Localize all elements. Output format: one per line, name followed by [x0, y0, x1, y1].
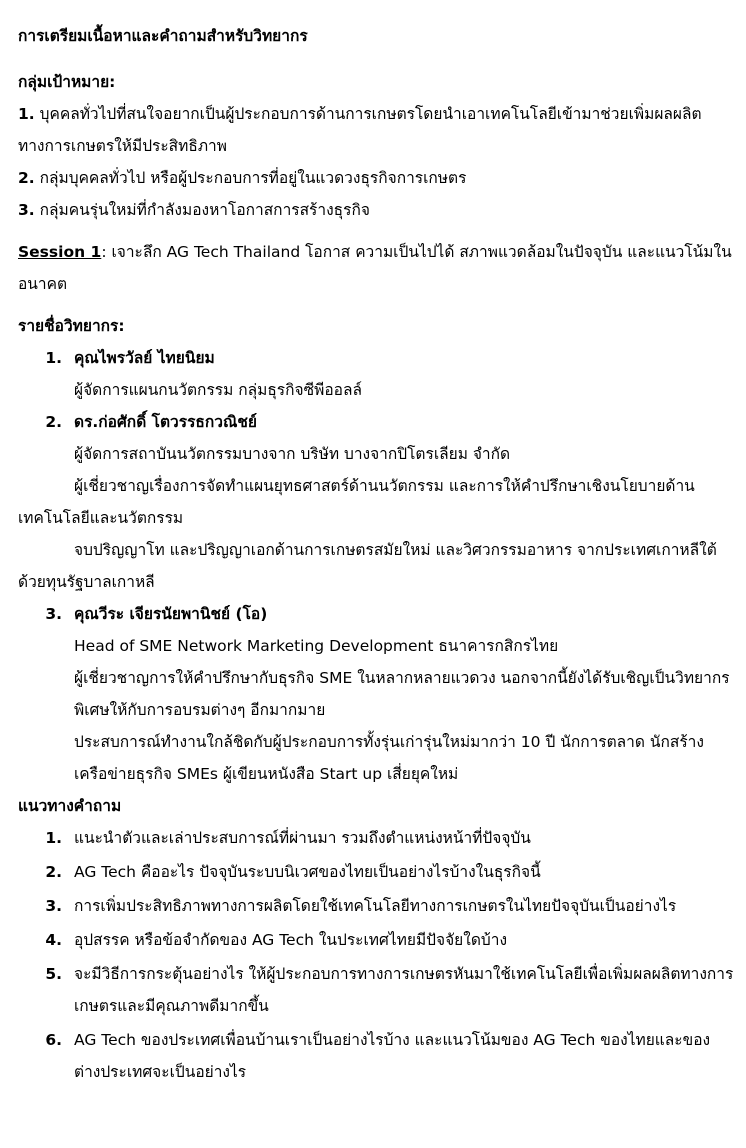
question-num: 4.: [45, 931, 62, 949]
speaker-detail: ผู้เชี่ยวชาญเรื่องการจัดทำแผนยุทธศาสตร์ด้านนวัตกรรม และการให้คำปรึกษาเชิงนโยบายด้านเทคโนโลยีและนวัตกรรม: [18, 477, 695, 527]
speaker-name: คุณไพรวัลย์ ไทยนิยม: [74, 349, 215, 367]
question-text: AG Tech คืออะไร ปัจจุบันระบบนิเวศของไทยเป็นอย่างไรบ้างในธุรกิจนี้: [74, 863, 541, 881]
question-item: [18, 822, 734, 854]
question-num: 6.: [45, 1031, 62, 1049]
target-text: กลุ่มคนรุ่นใหม่ที่กำลังมองหาโอกาสการสร้างธุรกิจ: [39, 201, 370, 219]
question-num: 5.: [45, 965, 62, 983]
speaker-row: [18, 342, 734, 374]
question-num: 3.: [45, 897, 62, 915]
question-num: 1.: [45, 829, 62, 847]
speaker-detail: ผู้จัดการสถาบันนวัตกรรมบางจาก บริษัท บางจากปิโตรเลียม จำกัด: [74, 445, 511, 463]
question-text: การเพิ่มประสิทธิภาพทางการผลิตโดยใช้เทคโนโลยีทางการเกษตรในไทยปัจจุบันเป็นอย่างไร: [74, 897, 677, 915]
session-text: : เจาะลึก AG Tech Thailand โอกาส ความเป็นไปได้ สภาพแวดล้อมในปัจจุบัน และแนวโน้มในอนาคต: [18, 243, 732, 293]
question-item: [18, 1024, 734, 1088]
document-title: การเตรียมเนื้อหาและคำถามสำหรับวิทยากร: [18, 27, 308, 45]
target-item: [18, 194, 734, 226]
speaker-name: ดร.ก่อศักดิ์ โตวรรธกวณิชย์: [74, 413, 257, 431]
target-num: 3.: [18, 201, 35, 219]
target-num: 2.: [18, 169, 35, 187]
speaker-detail: Head of SME Network Marketing Development ธนาคารกสิกรไทย: [74, 637, 559, 655]
speaker-num: 2.: [45, 413, 62, 431]
target-text: บุคคลทั่วไปที่สนใจอยากเป็นผู้ประกอบการด้านการเกษตรโดยนำเอาเทคโนโลยีเข้ามาช่วยเพิ่มผลผลิตทางการเกษตรให้มีประสิทธิภาพ: [18, 105, 702, 155]
target-item: [18, 162, 734, 194]
questions-heading: แนวทางคำถาม: [18, 797, 122, 815]
session-line: [18, 236, 734, 300]
session-label: Session 1: [18, 243, 102, 261]
question-text: AG Tech ของประเทศเพื่อนบ้านเราเป็นอย่างไรบ้าง และแนวโน้มของ AG Tech ของไทยและของต่างประเทศจะเป็นอย่างไร: [74, 1031, 711, 1081]
question-text: แนะนำตัวและเล่าประสบการณ์ที่ผ่านมา รวมถึงตำแหน่งหน้าที่ปัจจุบัน: [74, 829, 531, 847]
speaker-name: คุณวีระ เจียรนัยพานิชย์ (โอ): [74, 605, 268, 623]
speaker-detail: จบปริญญาโท และปริญญาเอกด้านการเกษตรสมัยใหม่ และวิศวกรรมอาหาร จากประเทศเกาหลีใต้ ด้วยทุนรัฐบาลเกาหลี: [18, 541, 717, 591]
question-num: 2.: [45, 863, 62, 881]
speaker-num: 3.: [45, 605, 62, 623]
speaker-num: 1.: [45, 349, 62, 367]
speakers-heading: รายชื่อวิทยากร:: [18, 317, 125, 335]
speaker-row: [18, 598, 734, 630]
speaker-detail: ประสบการณ์ทำงานใกล้ชิดกับผู้ประกอบการทั้งรุ่นเก่ารุ่นใหม่มากว่า 10 ปี นักการตลาด นักสร้างเครือข่ายธุรกิจ SMEs ผู้เขียนหนังสือ Start up เสี่ยยุคใหม่: [74, 733, 704, 783]
question-item: [18, 958, 734, 1022]
target-text: กลุ่มบุคคลทั่วไป หรือผู้ประกอบการที่อยู่ในแวดวงธุรกิจการเกษตร: [39, 169, 467, 187]
speaker-detail: ผู้จัดการแผนกนวัตกรรม กลุ่มธุรกิจซีพีออลล์: [74, 381, 362, 399]
question-item: [18, 856, 734, 888]
question-item: [18, 924, 734, 956]
question-text: อุปสรรค หรือข้อจำกัดของ AG Tech ในประเทศไทยมีปัจจัยใดบ้าง: [74, 931, 508, 949]
target-heading: กลุ่มเป้าหมาย:: [18, 73, 116, 91]
speaker-row: [18, 406, 734, 438]
question-text: จะมีวิธีการกระตุ้นอย่างไร ให้ผู้ประกอบการทางการเกษตรหันมาใช้เทคโนโลยีเพื่อเพิ่มผลผลิตทางการเกษตรและมีคุณภาพดีมากขึ้น: [74, 965, 734, 1015]
speaker-detail: ผู้เชี่ยวชาญการให้คำปรึกษากับธุรกิจ SME ในหลากหลายแวดวง นอกจากนี้ยังได้รับเชิญเป็นวิทยากรพิเศษให้กับการอบรมต่างๆ อีกมากมาย: [74, 669, 730, 719]
target-item: [18, 98, 734, 162]
target-num: 1.: [18, 105, 35, 123]
question-item: [18, 890, 734, 922]
document: [18, 20, 734, 1088]
